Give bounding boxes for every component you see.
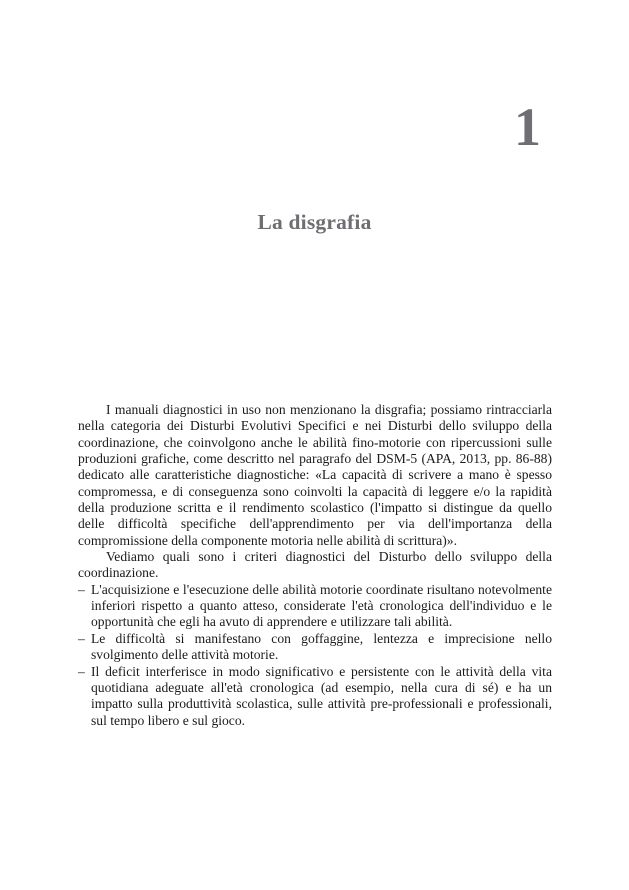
paragraph-criteria-lead: Vediamo quali sono i criteri diagnostici del Disturbo dello sviluppo della coordinazione. [78,549,552,581]
criteria-list [78,582,552,729]
list-dash-icon: – [78,630,85,646]
paragraph-intro: I manuali diagnostici in uso non menzionano la disgrafia; possiamo rintracciarla nella categoria dei Disturbi Evolutivi Specifici e nei Disturbi dello sviluppo della coordinazione, che coinvolgono anche le abilità fino-motorie con ripercussioni sulle produzioni grafiche, come descritto nel paragrafo del DSM-5 (APA, 2013, pp. 86-88) dedicato alle caratteristiche diagnostiche: «La capacità di scrivere a mano è spesso compromessa, e di conseguenza sono coinvolti la capacità di leggere e/o la rapidità della produzione scritta e il rendimento scolastico (l'impatto si distingue da quello delle difficoltà specifiche dell'apprendimento per via dell'importanza della compromissione della componente motoria nelle abilità di scrittura)». [78,402,552,548]
list-dash-icon: – [78,581,85,597]
chapter-number: 1 [514,97,541,157]
list-item [78,631,552,664]
list-dash-icon: – [78,663,85,679]
list-item-text: Il deficit interferisce in modo significativo e persistente con le attività della vita quotidiana adeguate all'età cronologica (ad esempio, nella cura di sé) e ha un impatto sulla produttività scolastica, sulle attività pre-professionali e professionali, sul tempo libero e sul gioco. [91,663,552,728]
list-item [78,664,552,729]
list-item-text: Le difficoltà si manifestano con goffaggine, lentezza e imprecisione nello svolgimento delle attività motorie. [91,630,552,663]
list-item [78,582,552,631]
page-title: La disgrafia [257,210,372,235]
list-item-text: L'acquisizione e l'esecuzione delle abilità motorie coordinate risultano notevolmente inferiori rispetto a quanto atteso, considerate l'età cronologica dell'individuo e le opportunità che egli ha avuto di apprendere e utilizzare tali abilità. [91,581,552,630]
body-text-block [78,402,552,729]
